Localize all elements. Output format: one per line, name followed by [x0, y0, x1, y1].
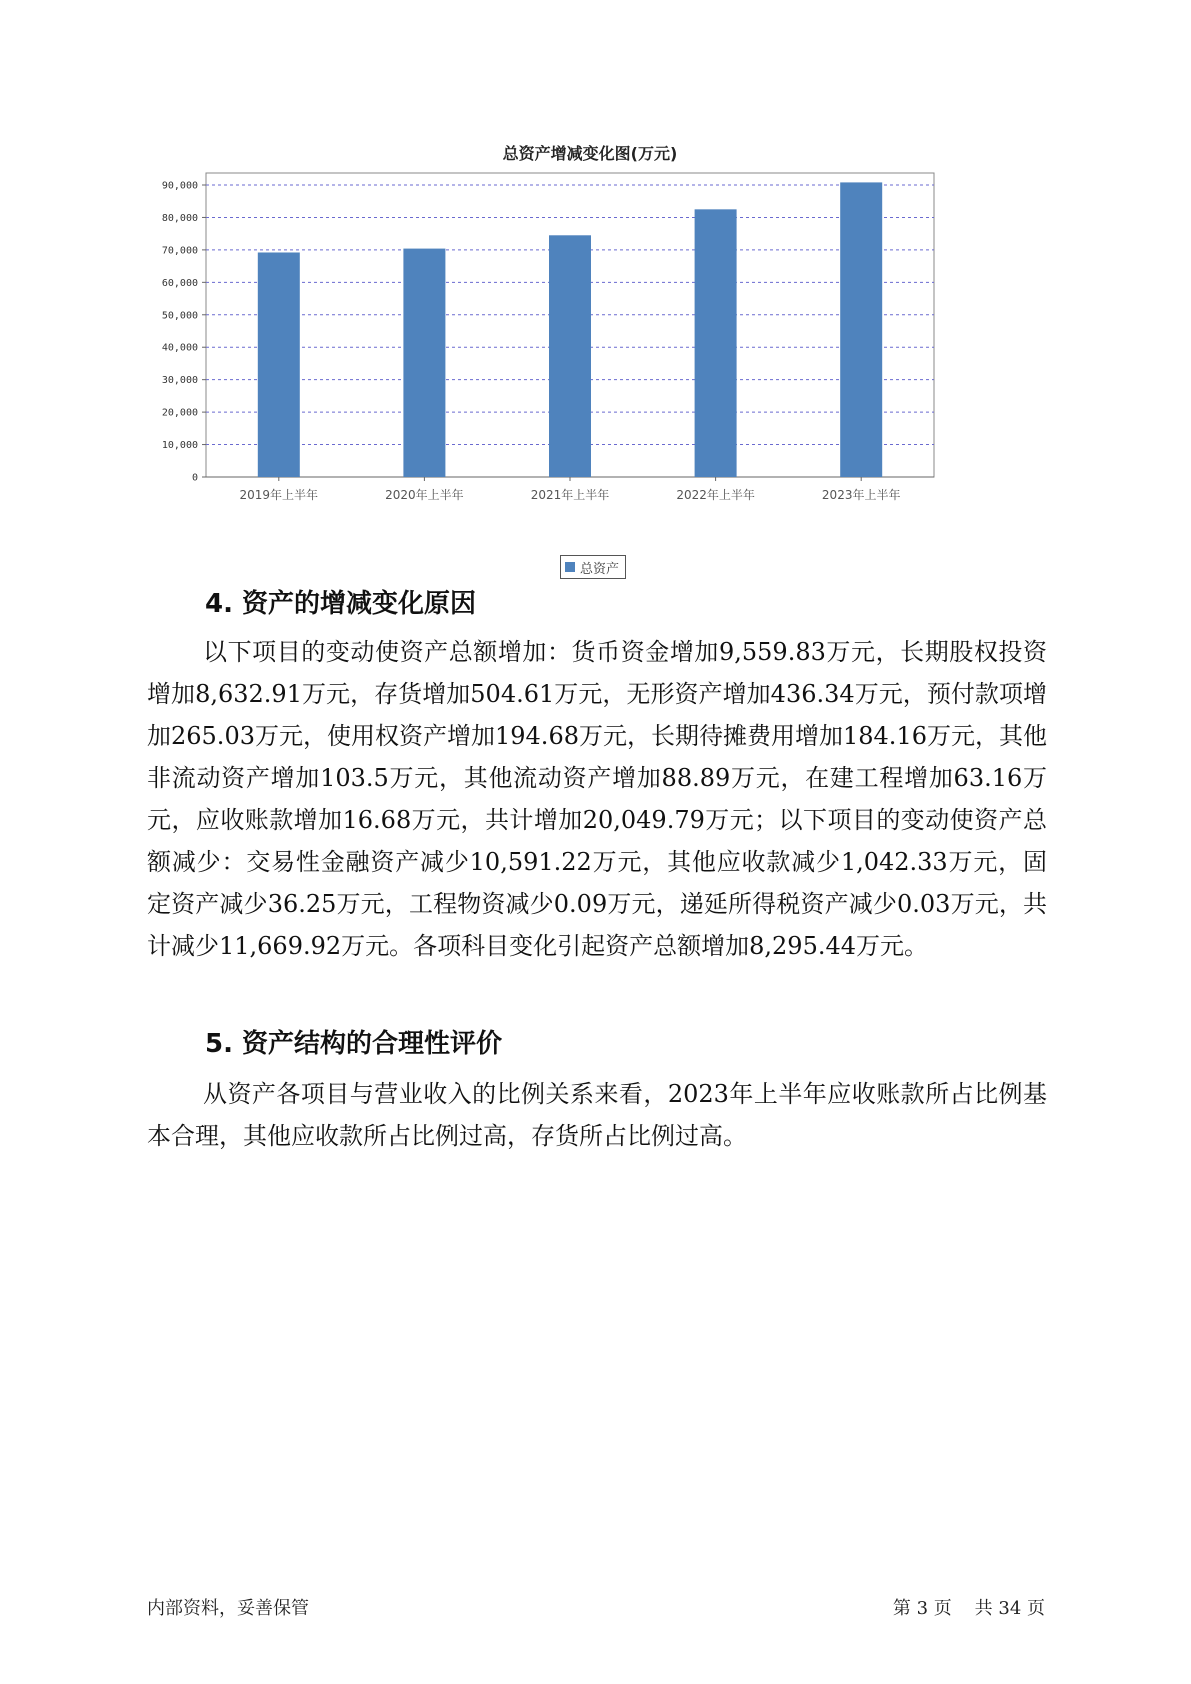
footer-confidential-note: 内部资料，妥善保管 — [147, 1598, 309, 1619]
total-assets-chart — [150, 135, 1030, 595]
bar-3 — [549, 235, 591, 477]
y-tick-label: 10,000 — [161, 440, 198, 452]
y-tick-label: 70,000 — [161, 245, 198, 257]
y-tick-label: 40,000 — [161, 342, 198, 354]
footer-page-number: 第 3 页 共 34 页 — [892, 1598, 1045, 1619]
legend-swatch — [565, 562, 575, 572]
legend-label: 总资产 — [580, 561, 620, 577]
section-heading-asset-structure: 5. 资产结构的合理性评价 — [205, 1029, 503, 1059]
section-heading-asset-change-reasons: 4. 资产的增减变化原因 — [205, 589, 477, 619]
y-tick-label: 60,000 — [161, 277, 198, 289]
chart-title: 总资产增减变化图(万元) — [502, 144, 678, 163]
y-tick-label: 30,000 — [161, 375, 198, 387]
chart-plot — [150, 135, 1030, 555]
bar-1 — [258, 252, 300, 477]
x-tick-label: 2020年上半年 — [385, 488, 464, 502]
y-tick-label: 80,000 — [161, 212, 198, 224]
bar-5 — [840, 182, 882, 477]
y-tick-label: 90,000 — [161, 180, 198, 192]
bar-2 — [403, 249, 445, 477]
chart-legend — [560, 555, 626, 579]
y-tick-label: 50,000 — [161, 310, 198, 322]
x-tick-label: 2021年上半年 — [530, 488, 610, 502]
x-tick-label: 2022年上半年 — [676, 488, 755, 502]
paragraph-asset-change-reasons: 以下项目的变动使资产总额增加：货币资金增加9,559.83万元，长期股权投资增加8,632.91万元，存货增加504.61万元，无形资产增加436.34万元，预付款项增加265.03万元，使用权资产增加194.68万元，长期待摊费用增加184.16万元，其他非流动资产增加103.5万元，其他流动资产增加88.89万元，在建工程增加63.16万元，应收账款增加16.68万元，共计增加20,049.79万元；以下项目的变动使资产总额减少：交易性金融资产减少10,591.22万元，其他应收款减少1,042.33万元，固定资产减少36.25万元，工程物资减少0.09万元，递延所得税资产减少0.03万元，共计减少11,669.92万元。各项科目变化引起资产总额增加8,295.44万元。 — [147, 638, 1047, 960]
y-tick-label: 20,000 — [161, 407, 198, 419]
y-tick-label: 0 — [191, 472, 198, 484]
paragraph-asset-structure: 从资产各项目与营业收入的比例关系来看，2023年上半年应收账款所占比例基本合理，其他应收款所占比例过高，存货所占比例过高。 — [147, 1080, 1047, 1150]
x-tick-label: 2019年上半年 — [239, 488, 319, 502]
x-tick-label: 2023年上半年 — [821, 488, 901, 502]
bar-4 — [695, 209, 737, 477]
